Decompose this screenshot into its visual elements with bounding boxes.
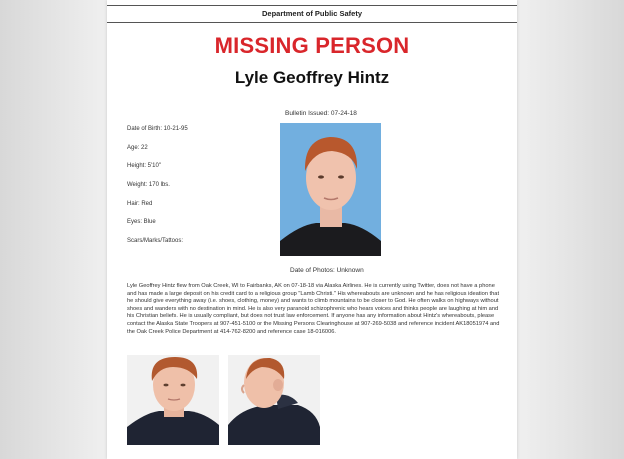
department-header: Department of Public Safety — [107, 5, 517, 23]
fact-age: Age: 22 — [127, 144, 148, 151]
main-photo — [280, 123, 381, 256]
fact-scars-marks-tattoos: Scars/Marks/Tattoos: — [127, 238, 184, 245]
person-facts — [127, 126, 188, 257]
fact-date-of-birth: Date of Birth: 10-21-95 — [127, 126, 188, 132]
fact-hair: Hair: Red — [127, 200, 153, 207]
portrait-front-icon — [280, 123, 381, 256]
case-description: Lyle Geoffrey Hintz flew from Oak Creek, WI to Fairbanks, AK on 07-18-18 via Alaska Airlines. He is currently using Twitter, does not have a phone and has made a large deposit on his credit card to a religious group "Lamb Christi." His whereabouts are unknown and he has religious ideation that he should give everything away (i.e. shoes, clothing, money) and wants to climb mountains to be closer to God. He often walks on highways without shoes and wanders with no destination in mind. He is also very paranoid schizophrenic who hears voices and thinks people are laughing at him and his Christian beliefs. He is usually compliant, but does not trust law enforcement. If anyone has any information about Hintz's whereabouts, please contact the Alaska State Troopers at 907-451-5100 or the Missing Persons Clearinghouse at 907-269-5038 and reference incident AK18051974 and the Oak Creek Police Department at 414-762-8200 and reference case 18-016006. — [127, 283, 500, 335]
missing-person-poster — [107, 0, 517, 459]
booking-photo-front — [127, 355, 219, 445]
fact-weight: Weight: 170 lbs. — [127, 182, 170, 189]
bulletin-issued: Bulletin Issued: 07-24-18 — [285, 110, 357, 117]
poster-headline: MISSING PERSON — [214, 33, 410, 58]
booking-photo-profile — [228, 355, 320, 445]
fact-eyes: Eyes: Blue — [127, 219, 156, 226]
person-name: Lyle Geoffrey Hintz — [234, 68, 390, 87]
portrait-front-icon — [127, 355, 219, 445]
fact-height: Height: 5'10" — [127, 163, 161, 170]
portrait-profile-icon — [228, 355, 320, 445]
photo-date: Date of Photos: Unknown — [290, 267, 364, 274]
